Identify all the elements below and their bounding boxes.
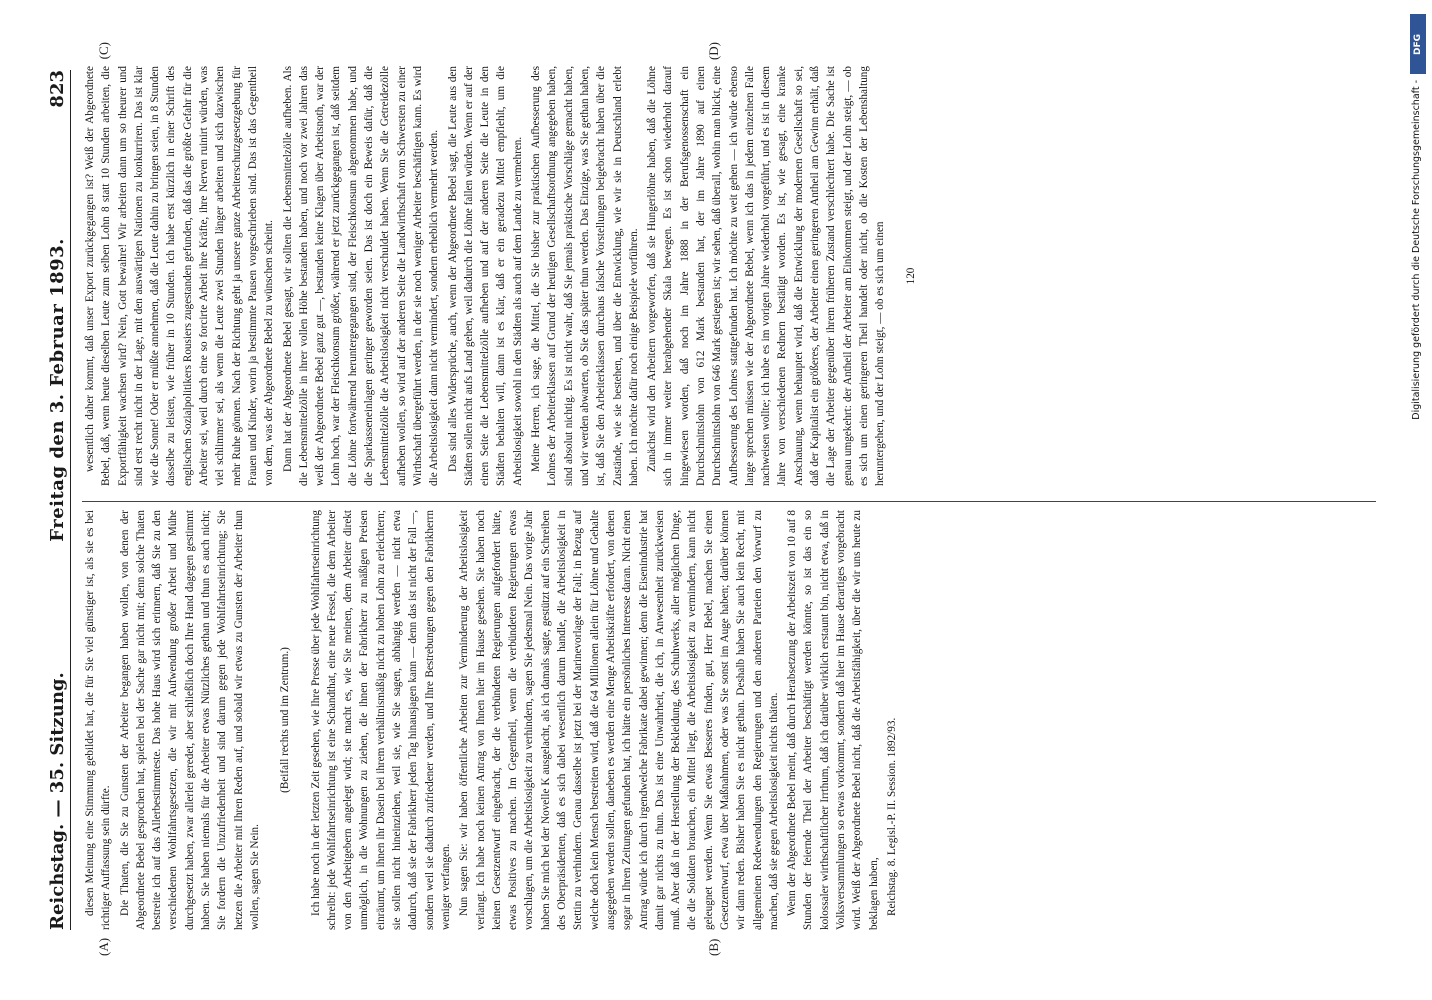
paragraph: Wenn der Abgeordnete Bebel meint, daß durch Herabsetzung der Arbeitszeit von 10 auf 8 Stunden der feiernde Theil der Arbeiter beschäftigt werden könnte, so ist das ein so kolossaler wirthschaftlicher Irrthum, daß ich darüber wirklich erstaunt bin, nicht etwa, daß in Volksversammlungen so etwas vorkommt, sondern daß hier im Hause derartiges vorgebracht wird. Weiß der Abgeordnete Bebel nicht, daß die Arbeitsfähigkeit, über die wir uns heute zu beklagen haben, xyxy=(786,510,880,930)
margin-mark-d: (D) xyxy=(706,42,721,61)
footer-session-note: Reichstag. 8. Legisl.-P. II. Session. 1892/93. xyxy=(885,717,898,916)
left-text-column xyxy=(82,501,1376,930)
paragraph: wesentlich daher kommt, daß unser Export zurückgegangen ist? Weiß der Abgeordnete Bebel, daß, wenn heute dieselben Leute zum selben Lohn 8 statt 10 Stunden arbeiten, die Exportfähigkeit wachsen wird? Nein, Gott bewahre! Wir arbeiten dann um so theurer und sind erst recht nicht in der Lage, mit den auswärtigen Nationen zu konkurriren. Das ist klar wie die Sonne! Oder er müßte annehmen, daß die Leute dahin zu bringen seien, in 8 Stunden dasselbe zu leisten, wie früher in 10 Stunden. Ich habe erst kürzlich in einer Schrift des englischen Sozialpolitikers Rousiers zugestanden gefunden, daß das die größte Gefahr für die Arbeiter sei, weil durch eine so forcirte Arbeit ihre Kräfte, ihre Nerven ruinirt würden, was viel schlimmer sei, als wenn die Leute zwei Stunden länger arbeiten und sich dazwischen mehr Ruhe gönnen. Nach der Richtung geht ja unsere ganze Arbeiterschutzgesetzgebung für Frauen und Kinder, worin ja bestimmte Pausen vorgeschrieben sind. Das ist das Gegentheil von dem, was der Abgeordnete Bebel zu wünschen scheint. xyxy=(84,66,276,486)
digitization-credit-sidebar xyxy=(1402,0,1430,1000)
paragraph: Dann hat der Abgeordnete Bebel gesagt, wir sollten die Lebensmittelzölle aufheben. Als die Lebensmittelzölle in ihrer vollen Höhe bestanden haben, und noch vor zwei Jahren das weiß der Abgeordnete Bebel ganz gut —, bestanden keine Klagen über Arbeitsnoth, war der Lohn hoch, war der Fleischkonsum größer, während er jetzt zurückgegangen ist, daß seitdem die Löhne fortwährend heruntergegangen sind, der Fleischkonsum abgenommen habe, und die Sparkasseneinlagen geringer geworden seien. Das ist doch ein Beweis dafür, daß die Lebensmittelzölle die Arbeitslosigkeit nicht verschuldet haben. Wenn Sie die Getreidezölle aufheben wollen, so wird auf der anderen Seite die Landwirthschaft vom Schwersten zu einer Wirthschaft übergeführt werden, in der sie noch weniger Arbeiter beschäftigen kann. Es wird die Arbeitslosigkeit dann nicht vermindert, sondern erheblich vermehrt werden. xyxy=(281,66,441,486)
header-date: Freitag den 3. Februar 1893. xyxy=(46,238,68,542)
paragraph: Meine Herren, ich sage, die Mittel, die Sie bisher zur praktischen Aufbesserung des Lohnes der Arbeiterklassen auf Grund der heutigen Gesellschaftsordnung angegeben haben, sind absolut nichtig. Es ist nicht wahr, daß Sie jemals praktische Vorschläge gemacht haben, und wir werden abwarten, ob Sie das später thun werden. Das Einzige, was Sie gethan haben, ist, daß Sie den Arbeiterklassen durchaus falsche Vorstellungen beigebracht haben über die Zustände, wie sie bestehen, und über die Entwicklung, wie wir sie in Deutschland erlebt haben. Ich möchte dafür noch einige Beispiele vorführen. xyxy=(530,66,640,486)
page-number: 823 xyxy=(46,70,68,108)
margin-mark-b: (B) xyxy=(706,938,721,956)
paragraph: Zunächst wird den Arbeitern vorgeworfen, daß sie Hungerlöhne haben, daß die Löhne sich in immer weiter herabgehender Skala bewegen. Es ist schon wiederholt darauf hingewiesen worden, daß noch im Jahre 1888 in der Berufsgenossenschaft ein Durchschnittslohn von 612 Mark bestanden hat, der im Jahre 1890 auf einen Durchschnittslohn von 646 Mark gestiegen ist; wir sehen, daß überall, wohin man blickt, eine Aufbesserung des Lohnes stattgefunden hat. Ich möchte zu weit gehen — ich würde ebenso lange sprechen müssen wie der Abgeordnete Bebel, wenn ich das in jedem einzelnen Falle nachweisen wollte; ich habe es im vorigen Jahre wiederholt vorgeführt, und es ist in diesem Jahre von verschiedenen Rednern bestätigt worden. Es ist, wie gesagt, eine kranke Anschauung, wenn behauptet wird, daß die Entwicklung der modernen Gesellschaft so sei, daß der Kapitalist ein größeres, der Arbeiter einen geringeren Antheil am Gewinn erhält, daß die Lage der Arbeiter gegenüber ihrem früheren Zustand verschlechtert habe. Die Sache ist genau umgekehrt: der Antheil der Arbeiter am Einkommen steigt, und der Lohn steigt, — ob es sich um einen geringeren Theil handelt oder nicht, ob die Kosten der Lebenshaltung heruntergehen, und der Lohn steigt, — ob es sich um einen xyxy=(646,66,887,486)
applause-note: (Beifall rechts und im Zentrum.) xyxy=(279,647,292,793)
paragraph: Das sind alles Widersprüche, auch, wenn der Abgeordnete Bebel sagt, die Leute aus den Städten sollen nicht aufs Land gehen, weil dadurch die Löhne fallen würden. Wenn er auf der einen Seite die Lebensmittelzölle aufheben und auf der anderen Seite die Leute in den Städten behalten will, dann ist es klar, daß er ein geradezu Mittel empfiehlt, um die Arbeitslosigkeit sowohl in den Städten als auch auf dem Lande zu vermehren. xyxy=(446,66,524,486)
sheet-number: 120 xyxy=(904,267,917,285)
digitization-credit-text: Digitalisierung gefördert durch die Deutsche Forschungsgemeinschaft - xyxy=(1411,80,1422,420)
margin-mark-c: (C) xyxy=(96,42,111,60)
margin-mark-a: (A) xyxy=(96,937,111,956)
right-text-column xyxy=(82,66,1376,492)
paragraph: Die Thaten, die Sie zu Gunsten der Arbeiter begangen haben wollen, von denen der Abgeordnete Bebel gesprochen hat, spielen bei der Sache gar nicht mit; denn solche Thaten bestreite ich auf das Allerbestimmteste. Das hohe Haus wird sich erinnern, daß Sie zu den verschiedenen Wohlfahrtsgesetzen, die wir mit Aufwendung großer Arbeit und Mühe durchgesetzt haben, zwar allerlei geredet, aber schließlich doch Ihre Hand dagegen gestimmt haben. Sie haben niemals für die Arbeiter etwas Nützliches gethan und thun es auch nicht; Sie fordern die Unzufriedenheit und sind darum gegen jede Wohlfahrtseinrichtung; Sie hetzen die Arbeiter mit Ihren Reden auf, und sobald wir etwas zu Gunsten der Arbeiter thun wollen, sagen Sie Nein. xyxy=(118,510,261,930)
rotated-newspaper-sheet xyxy=(26,40,1406,960)
page-header xyxy=(44,70,71,930)
paragraph: Ich habe noch in der letzten Zeit gesehen, wie Ihre Presse über jede Wohlfahrtseinrichtung schreibt: jede Wohlfahrtseinrichtung ist eine Schandthat, eine neue Fessel, die dem Arbeiter von den Arbeitgebern angelegt wird; sie macht es, wie Sie meinen, dem Arbeiter direkt unmöglich, in die Wohnungen zu ziehen, die ihnen der Fabrikherr zu mäßigen Preisen einräumt, um ihnen ihr Dasein bei ihrem verhältnismäßig nicht zu hohen Lohn zu erleichtern; sie sollen nicht hineinziehen, weil sie, wie Sie sagen, abhängig werden — nicht etwa dadurch, daß sie der Fabrikherr jeden Tag hinausjagen kann — denn das ist nicht der Fall —, sondern weil sie dadurch zufriedener werden, und Ihre Bestrebungen gegen den Fabrikherrn weniger verfangen. xyxy=(309,510,452,930)
paragraph: Nun sagen Sie: wir haben öffentliche Arbeiten zur Verminderung der Arbeitslosigkeit verlangt. Ich habe noch keinen Antrag von Ihnen hier im Hause gesehen. Sie haben noch keinen Gesetzentwurf eingebracht, der die verbündeten Regierungen aufgefordert hätte, etwas Positives zu machen. Im Gegentheil, wenn die verbündeten Regierungen etwas vorschlagen, um die Arbeitslosigkeit zu verhindern, sagen Sie jedesmal Nein. Das vorige Jahr haben Sie mich bei der Novelle K ausgelacht, als ich damals sagte, gestützt auf ein Schreiben des Oberpräsidenten, daß es sich dabei wesentlich darum handle, die Arbeitslosigkeit in Stettin zu verhindern. Genau dasselbe ist jetzt bei der Marinevorlage der Fall; in Bezug auf welche doch kein Mensch bestreiten wird, daß die 64 Millionen allein für Löhne und Gehalte ausgegeben werden sollen, daneben es werden eine Menge Arbeitskräfte erfordert, von denen sogar in Ihren Zeitungen gefunden hat, ich hätte ein persönliches Interesse daran. Nicht einen Antrag würde ich durch irgendwelche Fabrikate dabei gewinnen; denn die Eisenindustrie hat damit gar nichts zu thun. Das ist eine Unwahrheit, die ich, in Anwesenheit zurückweisen muß. Aber daß in der Herstellung der Bekleidung, des Schuhwerks, aller möglichen Dinge, die die Soldaten brauchen, ein Mittel liegt, die Arbeitslosigkeit zu vermindern, kann nicht geleugnet werden. Wenn Sie etwas Besseres finden, gut, Herr Bebel, machen Sie einen Gesetzentwurf, etwa über Maßnahmen, oder was Sie sonst im Auge haben; darüber können wir dann reden. Bisher haben Sie es nicht gethan. Deshalb haben Sie auch kein Recht, mit allgemeinen Redewendungen den Regierungen und den anderen Parteien den Vorwurf zu machen, daß sie gegen Arbeitslosigkeit nichts thäten. xyxy=(458,510,780,930)
paragraph: diesen Meinung eine Stimmung gebildet hat, die für Sie viel günstiger ist, als sie es bei richtiger Auffassung sein dürfte. xyxy=(84,510,113,930)
dfg-logo-badge: DFG xyxy=(1410,14,1426,74)
header-left: Reichstag. — 35. Sitzung. xyxy=(46,672,68,930)
